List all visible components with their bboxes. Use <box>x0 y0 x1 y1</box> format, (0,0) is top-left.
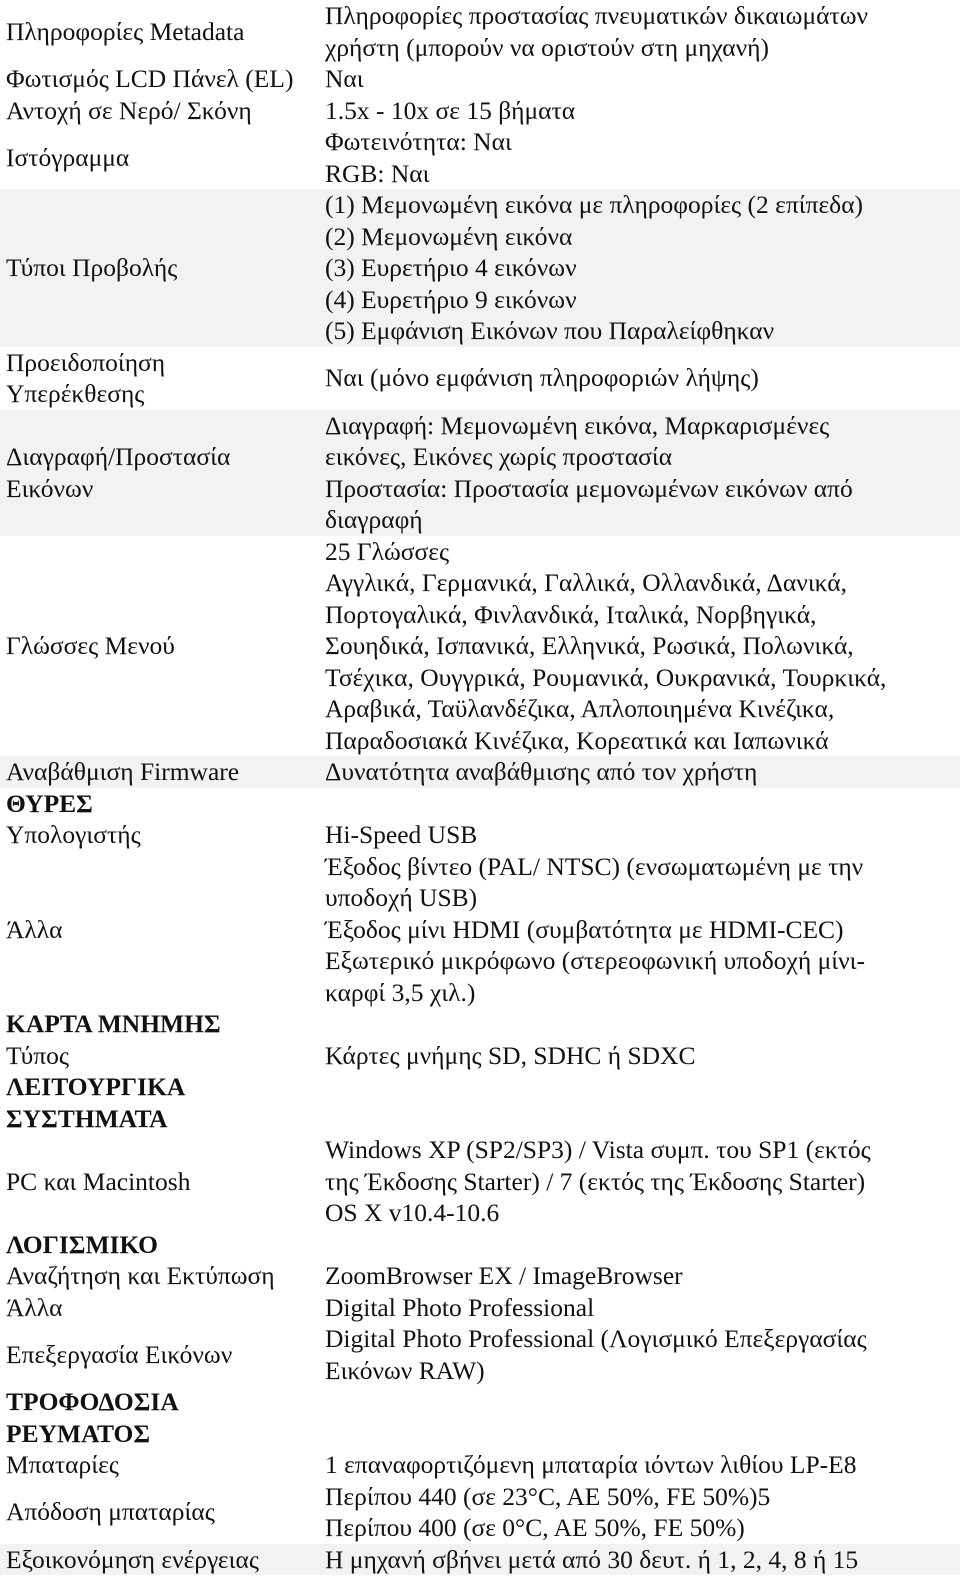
row-value <box>325 189 955 347</box>
spec-row-histogram <box>0 126 960 189</box>
value-line: Ναι <box>325 64 364 93</box>
spec-row-power-saving <box>0 1544 960 1576</box>
row-label <box>0 95 325 127</box>
value-line: Digital Photo Professional (Λογισμικό Επεξεργασίας <box>325 1324 867 1353</box>
label-line: Γλώσσες Μενού <box>6 631 175 660</box>
row-label: Άλλα <box>6 914 63 944</box>
value-line: υποδοχή USB) <box>325 883 478 912</box>
spec-row-overexposure-warning <box>0 347 960 410</box>
label-line: Προειδοποίηση <box>6 347 166 377</box>
spec-row-software-other <box>0 1292 960 1324</box>
row-label: Άλλα <box>6 1292 63 1322</box>
row-value <box>325 410 955 536</box>
spec-row-erase-protect <box>0 410 960 536</box>
row-value <box>325 851 955 1009</box>
value-line: Διαγραφή: Μεμονωμένη εικόνα, Μαρκαρισμένες <box>325 410 830 440</box>
spec-row-battery-performance <box>0 1481 960 1544</box>
section-title-software: ΛΟΓΙΣΜΙΚΟ <box>6 1229 159 1259</box>
spec-row-ports-other <box>0 851 960 1009</box>
value-line: (1) Μεμονωμένη εικόνα με πληροφορίες (2 επίπεδα) <box>325 190 864 219</box>
value-line: Πορτογαλικά, Φινλανδικά, Ιταλικά, Νορβηγικά, <box>325 599 817 629</box>
row-label: Υπολογιστής <box>6 820 141 849</box>
row-label: Επεξεργασία Εικόνων <box>6 1339 233 1369</box>
row-value: Η μηχανή σβήνει μετά από 30 δευτ. ή 1, 2, 4, 8 ή 15 <box>325 1544 859 1574</box>
value-line: εικόνες, Εικόνες χωρίς προστασία <box>325 442 673 471</box>
spec-row-batteries <box>0 1449 960 1481</box>
row-value <box>325 536 955 757</box>
label-line: Ιστόγραμμα <box>6 142 130 172</box>
spec-row-computer <box>0 819 960 851</box>
value-line: 1.5x - 10x σε 15 βήματα <box>325 95 576 125</box>
section-title-power <box>0 1386 960 1449</box>
label-line: Τύποι Προβολής <box>6 253 178 282</box>
label-line: Φωτισμός LCD Πάνελ (EL) <box>6 64 294 93</box>
spec-row-lcd-illumination <box>0 63 960 95</box>
row-label: Μπαταρίες <box>6 1450 119 1479</box>
value-line: Σουηδικά, Ισπανικά, Ελληνικά, Ρωσικά, Πολωνικά, <box>325 631 854 660</box>
value-line: Αραβικά, Ταϋλανδέζικα, Απλοποιημένα Κινέζικα, <box>325 694 835 723</box>
section-title-line: ΛΕΙΤΟΥΡΓΙΚΑ <box>6 1072 186 1101</box>
label-line: Αντοχή σε Νερό/ Σκόνη <box>6 95 252 125</box>
spec-row-menu-languages <box>0 536 960 757</box>
spec-row-water-dust <box>0 95 960 127</box>
value-line: της Έκδοσης Starter) / 7 (εκτός της Έκδοσης Starter) <box>325 1166 866 1196</box>
section-title-line: ΣΥΣΤΗΜΑΤΑ <box>6 1103 168 1133</box>
value-line: καρφί 3,5 χιλ.) <box>325 977 476 1007</box>
row-value: Hi-Speed USB <box>325 820 478 849</box>
label-line: Διαγραφή/Προστασία <box>6 442 231 471</box>
section-title-ports: ΘΥΡΕΣ <box>6 788 93 818</box>
section-title-memory-card: ΚΑΡΤΑ ΜΝΗΜΗΣ <box>6 1009 221 1038</box>
row-label: Τύπος <box>6 1040 69 1070</box>
section-title-line: ΡΕΥΜΑΤΟΣ <box>6 1418 151 1448</box>
value-line: χρήστη (μπορούν να οριστούν στη μηχανή) <box>325 32 769 62</box>
row-label <box>0 16 325 48</box>
row-label <box>0 347 325 410</box>
row-label <box>0 630 325 662</box>
label-line: Πληροφορίες Metadata <box>6 16 245 46</box>
spec-row-pc-mac <box>0 1134 960 1229</box>
value-line: Περίπου 440 (σε 23°C, AE 50%, FE 50%)5 <box>325 1481 771 1511</box>
value-line: Προστασία: Προστασία μεμονωμένων εικόνων από <box>325 473 853 503</box>
value-line: (4) Ευρετήριο 9 εικόνων <box>325 284 577 314</box>
row-value: 1 επαναφορτιζόμενη μπαταρία ιόντων λιθίου LP-E8 <box>325 1450 857 1479</box>
row-value <box>325 1323 955 1386</box>
value-line: RGB: Ναι <box>325 158 430 188</box>
value-line: Έξοδος μίνι HDMI (συμβατότητα με HDMI-CEC) <box>325 914 844 944</box>
row-label <box>0 252 325 284</box>
value-line: (5) Εμφάνιση Εικόνων που Παραλείφθηκαν <box>325 316 775 345</box>
row-label: Αναζήτηση και Εκτύπωση <box>6 1261 275 1290</box>
row-label: Απόδοση μπαταρίας <box>6 1497 215 1527</box>
spec-row-display-types <box>0 189 960 347</box>
value-line: Εξωτερικό μικρόφωνο (στερεοφωνική υποδοχή μίνι- <box>325 946 865 975</box>
row-value <box>325 362 955 394</box>
value-line: Έξοδος βίντεο (PAL/ NTSC) (ενσωματωμένη με την <box>325 851 864 881</box>
row-label <box>0 142 325 174</box>
value-line: Εικόνων RAW) <box>325 1355 485 1385</box>
value-line: (3) Ευρετήριο 4 εικόνων <box>325 253 577 282</box>
row-value <box>325 63 955 95</box>
row-value: ZoomBrowser EX / ImageBrowser <box>325 1261 683 1290</box>
row-label <box>0 441 325 504</box>
section-title-operating-systems <box>0 1071 960 1134</box>
row-value <box>325 756 955 788</box>
spec-row-firmware <box>0 756 960 788</box>
value-line: OS X v10.4-10.6 <box>325 1198 500 1227</box>
row-value <box>325 0 955 63</box>
label-line: Εικόνων <box>6 473 94 503</box>
row-value <box>325 126 955 189</box>
row-value: Κάρτες μνήμης SD, SDHC ή SDXC <box>325 1040 696 1070</box>
value-line: (2) Μεμονωμένη εικόνα <box>325 221 573 251</box>
value-line: διαγραφή <box>325 505 423 534</box>
spec-row-card-type <box>0 1040 960 1072</box>
value-line: Φωτεινότητα: Ναι <box>325 127 512 156</box>
value-line: Περίπου 400 (σε 0°C, AE 50%, FE 50%) <box>325 1513 745 1542</box>
label-line: Υπερέκθεσης <box>6 379 145 408</box>
row-label: Εξοικονόμηση ενέργειας <box>6 1544 259 1574</box>
row-value <box>325 95 955 127</box>
spec-row-browse-print <box>0 1260 960 1292</box>
value-line: 25 Γλώσσες <box>325 536 450 566</box>
value-line: Ναι (μόνο εμφάνιση πληροφοριών λήψης) <box>325 363 759 393</box>
row-label <box>0 63 325 95</box>
row-value <box>325 1134 955 1229</box>
value-line: Windows XP (SP2/SP3) / Vista συμπ. του SP1 (εκτός <box>325 1135 871 1164</box>
spec-row-image-processing <box>0 1323 960 1386</box>
row-label: PC και Macintosh <box>6 1166 191 1196</box>
value-line: Παραδοσιακά Κινέζικα, Κορεατικά και Ιαπωνικά <box>325 725 829 755</box>
row-label <box>0 756 325 788</box>
value-line: Δυνατότητα αναβάθμισης από τον χρήστη <box>325 757 758 786</box>
label-line: Αναβάθμιση Firmware <box>6 757 240 786</box>
row-value <box>325 1481 955 1544</box>
section-title-line: ΤΡΟΦΟΔΟΣΙΑ <box>6 1387 179 1416</box>
value-line: Πληροφορίες προστασίας πνευματικών δικαιωμάτων <box>325 1 869 30</box>
value-line: Τσέχικα, Ουγγρικά, Ρουμανικά, Ουκρανικά, Τουρκικά, <box>325 662 887 692</box>
spec-row-metadata <box>0 0 960 63</box>
row-value: Digital Photo Professional <box>325 1292 595 1322</box>
value-line: Αγγλικά, Γερμανικά, Γαλλικά, Ολλανδικά, Δανικά, <box>325 568 848 597</box>
